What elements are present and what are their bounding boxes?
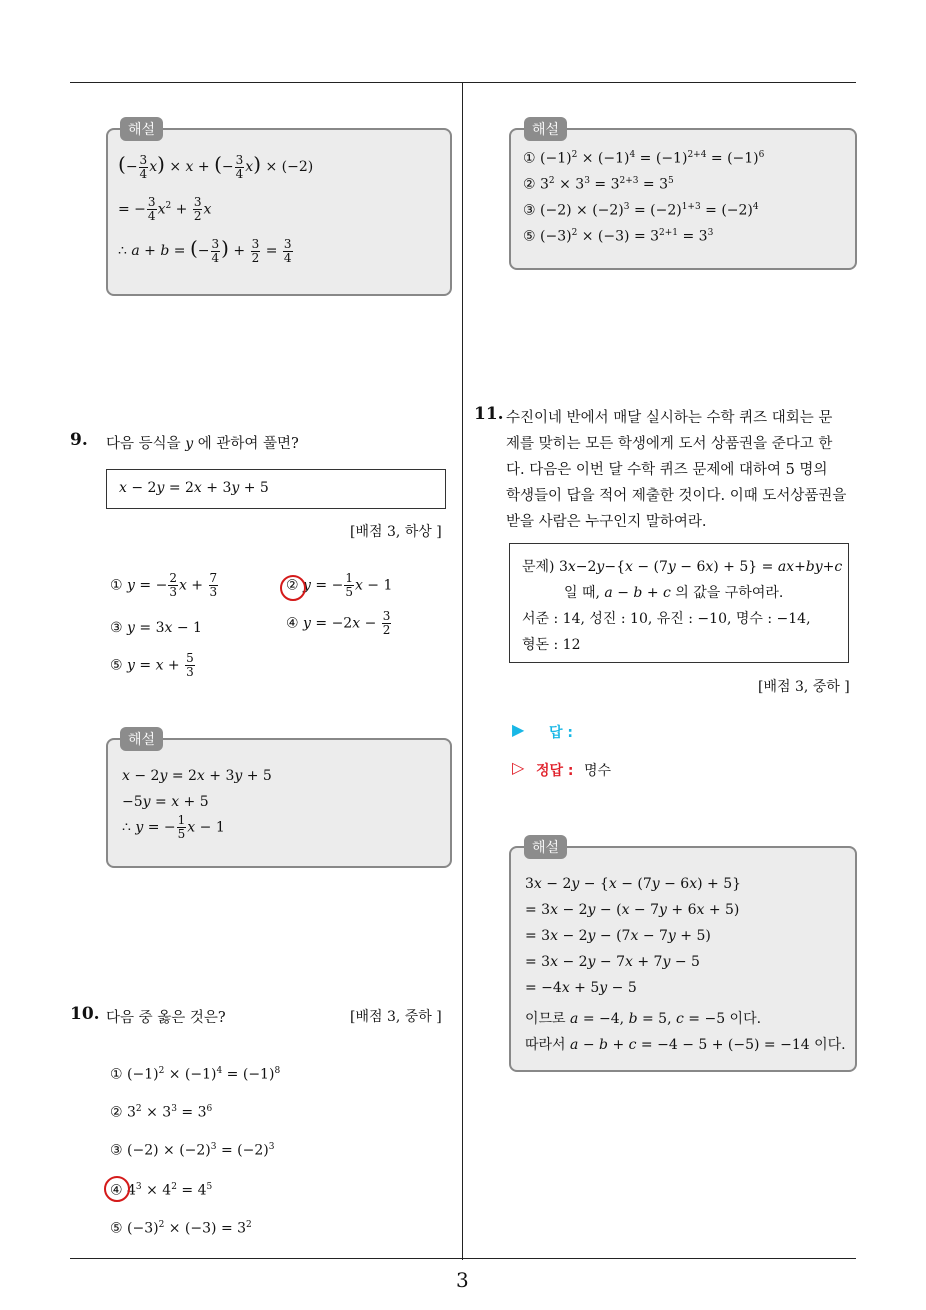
q11-sol-line-1: 3x − 2y − {x − (7y − 6x) + 5} — [525, 876, 742, 892]
bottom-rule — [70, 1258, 856, 1259]
q9-option-4: ④ y = −2x − $\frac{3}{2}$ — [286, 609, 391, 637]
q11-box-line-1: 문제) 3x−2y−{x − (7y − 6x) + 5} = ax+by+c — [522, 559, 843, 575]
q9-answer-mark — [280, 575, 306, 601]
q10-solution-tag: 해설 — [524, 117, 567, 141]
prev-sol-line-1: (− $\frac{3}{4}$ x) × x + (− $\frac{3}{4}$ x) × (−2) — [118, 152, 314, 181]
q9-equation-box — [106, 469, 446, 509]
correct-play-outline-icon: ▷ — [512, 758, 525, 777]
q11-box-line-4: 형돈 : 12 — [522, 637, 581, 653]
q10-number: 10. — [70, 1004, 100, 1024]
q11-text-line-5: 받을 사람은 누구인지 말하여라. — [506, 514, 707, 530]
q11-score: [배점 3, 중하 ] — [758, 679, 850, 695]
answer-label: 답 : — [549, 725, 573, 741]
q11-problem-box — [509, 543, 849, 663]
q11-sol-line-6: 이므로 a = −4, b = 5, c = −5 이다. — [525, 1011, 762, 1027]
q10-sol-line-3: ③ $(-2) \times (-2)^3 = (-2)^{1+3} = (-2)^4$ — [523, 202, 759, 219]
q11-solution-tag: 해설 — [524, 835, 567, 859]
q9-score: [배점 3, 하상 ] — [350, 524, 442, 540]
q9-solution-box — [106, 738, 452, 868]
q10-sol-line-2: ② $3^2 \times 3^3 = 3^{2+3} = 3^5$ — [523, 176, 674, 193]
q9-question: 다음 등식을 y 에 관하여 풀면? — [106, 436, 299, 452]
q9-sol-line-3: ∴ y = − $\frac{1}{5}$ x − 1 — [122, 813, 225, 841]
q11-text-line-4: 학생들이 답을 적어 제출한 것이다. 이때 도서상품권을 — [506, 488, 847, 504]
prev-solution-box — [106, 128, 452, 296]
q11-text-line-3: 다. 다음은 이번 달 수학 퀴즈 문제에 대하여 5 명의 — [506, 462, 828, 478]
q11-sol-line-5: = −4x + 5y − 5 — [525, 980, 637, 996]
q11-sol-line-2: = 3x − 2y − (x − 7y + 6x + 5) — [525, 902, 740, 918]
answer-play-icon: ▶ — [512, 720, 525, 739]
prev-sol-line-3: ∴ a + b = (− $\frac{3}{4}$ ) + $\frac{3}{2}$ = $\frac{3}{4}$ — [118, 236, 292, 265]
q10-solution-box — [509, 128, 857, 270]
q11-sol-line-3: = 3x − 2y − (7x − 7y + 5) — [525, 928, 711, 944]
q11-number: 11. — [474, 404, 504, 424]
correct-label: 정답 : — [536, 763, 574, 779]
q11-text-line-2: 제를 맞히는 모든 학생에게 도서 상품권을 준다고 한 — [506, 436, 833, 452]
q11-sol-line-4: = 3x − 2y − 7x + 7y − 5 — [525, 954, 700, 970]
q11-sol-line-7: 따라서 a − b + c = −4 − 5 + (−5) = −14 이다. — [525, 1037, 846, 1053]
q9-sol-line-2: −5y = x + 5 — [122, 794, 209, 810]
prev-solution-tag: 해설 — [120, 117, 163, 141]
correct-value: 명수 — [584, 763, 612, 779]
q9-sol-line-1: x − 2y = 2x + 3y + 5 — [122, 768, 272, 784]
q9-number: 9. — [70, 430, 88, 450]
q10-option-2: ② $3^2 \times 3^3 = 3^6$ — [110, 1104, 213, 1121]
q9-option-3: ③ y = 3x − 1 — [110, 620, 202, 636]
q10-option-1: ① $(-1)^2 \times (-1)^4 = (-1)^8$ — [110, 1066, 281, 1083]
q9-option-2: ② y = − $\frac{1}{5}$ x − 1 — [286, 571, 393, 599]
q10-option-4: ④ $4^3 \times 4^2 = 4^5$ — [110, 1182, 213, 1199]
column-divider — [462, 82, 463, 1260]
prev-sol-line-2: = − $\frac{3}{4}$ $x^2$ + $\frac{3}{2}$ x — [118, 195, 212, 223]
q11-box-line-3: 서준 : 14, 성진 : 10, 유진 : −10, 명수 : −14, — [522, 611, 811, 627]
q10-score: [배점 3, 중하 ] — [350, 1009, 442, 1025]
q9-solution-tag: 해설 — [120, 727, 163, 751]
q11-text-line-1: 수진이네 반에서 매달 실시하는 수학 퀴즈 대회는 문 — [506, 410, 833, 426]
page-number: 3 — [456, 1268, 469, 1292]
q10-option-3: ③ $(-2) \times (-2)^3 = (-2)^3$ — [110, 1142, 275, 1159]
top-rule — [70, 82, 856, 83]
q11-solution-box — [509, 846, 857, 1072]
q10-sol-line-4: ⑤ $(-3)^2 \times (-3) = 3^{2+1} = 3^3$ — [523, 228, 714, 245]
q10-option-5: ⑤ $(-3)^2 \times (-3) = 3^2$ — [110, 1220, 252, 1237]
q9-equation: x − 2y = 2x + 3y + 5 — [119, 480, 269, 496]
q9-option-5: ⑤ y = x + $\frac{5}{3}$ — [110, 651, 194, 679]
q11-box-line-2: 일 때, a − b + c 의 값을 구하여라. — [564, 585, 784, 601]
q10-answer-mark — [104, 1176, 130, 1202]
q9-option-1: ① y = − $\frac{2}{3}$ x + $\frac{7}{3}$ — [110, 571, 218, 599]
q10-sol-line-1: ① $(-1)^2 \times (-1)^4 = (-1)^{2+4} = (-1)^6$ — [523, 150, 765, 167]
q10-question: 다음 중 옳은 것은? — [106, 1010, 226, 1026]
